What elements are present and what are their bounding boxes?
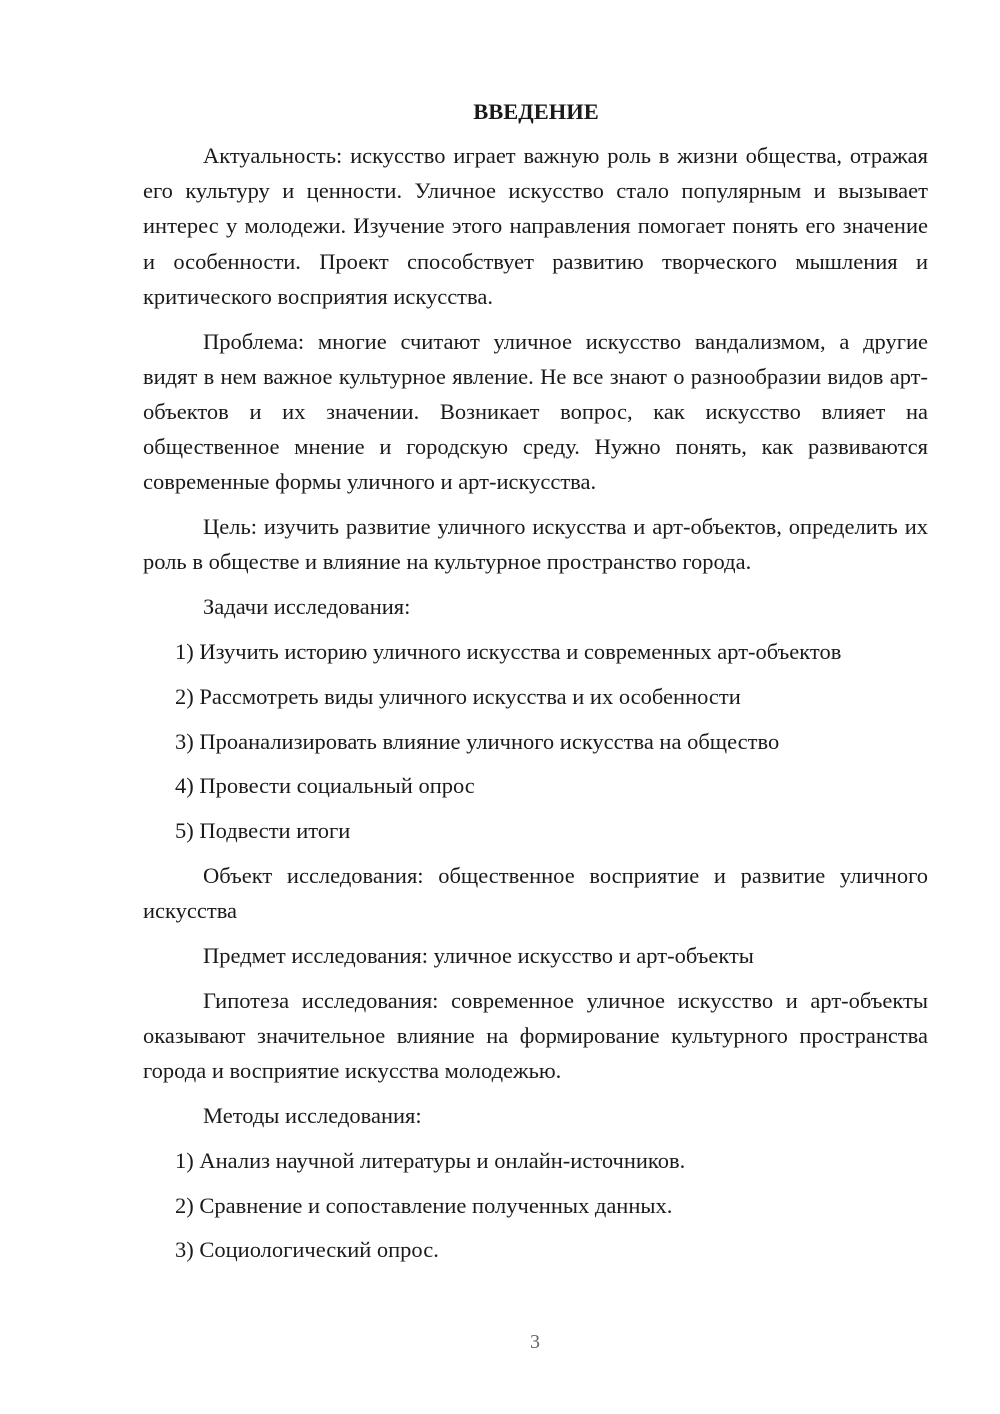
subject-paragraph: Предмет исследования: уличное искусство и арт-объекты [203, 943, 754, 968]
methods-heading: Методы исследования: [203, 1103, 422, 1128]
list-item: 2) Рассмотреть виды уличного искусства и их особенности [175, 683, 741, 709]
methods-list [143, 1143, 928, 1268]
list-item: 3) Социологический опрос. [175, 1237, 439, 1263]
page-title: ВВЕДЕНИЕ [473, 99, 599, 124]
hypothesis-paragraph: Гипотеза исследования: современное уличное искусство и арт-объекты оказывают значительное влияние на формирование культурного пространства города и восприятие искусства молодежью. [143, 987, 928, 1084]
list-item: 3) Проанализировать влияние уличного искусства на общество [175, 728, 780, 754]
list-item: 4) Провести социальный опрос [175, 773, 475, 799]
tasks-list [143, 634, 928, 848]
object-paragraph: Объект исследования: общественное восприятие и развитие уличного искусства [143, 863, 928, 924]
list-item: 1) Изучить историю уличного искусства и современных арт-объектов [175, 639, 842, 665]
list-item: 2) Сравнение и сопоставление полученных данных. [175, 1192, 673, 1218]
list-item: 1) Анализ научной литературы и онлайн-источников. [175, 1147, 686, 1173]
page-number: 3 [530, 1331, 540, 1353]
page-content [143, 94, 928, 1277]
goal-paragraph: Цель: изучить развитие уличного искусства и арт-объектов, определить их роль в обществе и влияние на культурное пространство города. [143, 514, 928, 575]
relevance-paragraph: Актуальность: искусство играет важную роль в жизни общества, отражая его культуру и ценности. Уличное искусство стало популярным и вызывает интерес у молодежи. Изучение этого направления помогает понять его значение и особенности. Проект способствует развитию творческого мышления и критического восприятия искусства. [143, 143, 928, 309]
tasks-heading: Задачи исследования: [203, 594, 411, 620]
problem-paragraph: Проблема: многие считают уличное искусство вандализмом, а другие видят в нем важное культурное явление. Не все знают о разнообразии видов арт-объектов и их значении. Возникает вопрос, как искусство влияет на общественное мнение и городскую среду. Нужно понять, как развиваются современные формы уличного и арт-искусства. [143, 328, 928, 495]
list-item: 5) Подвести итоги [175, 818, 351, 844]
